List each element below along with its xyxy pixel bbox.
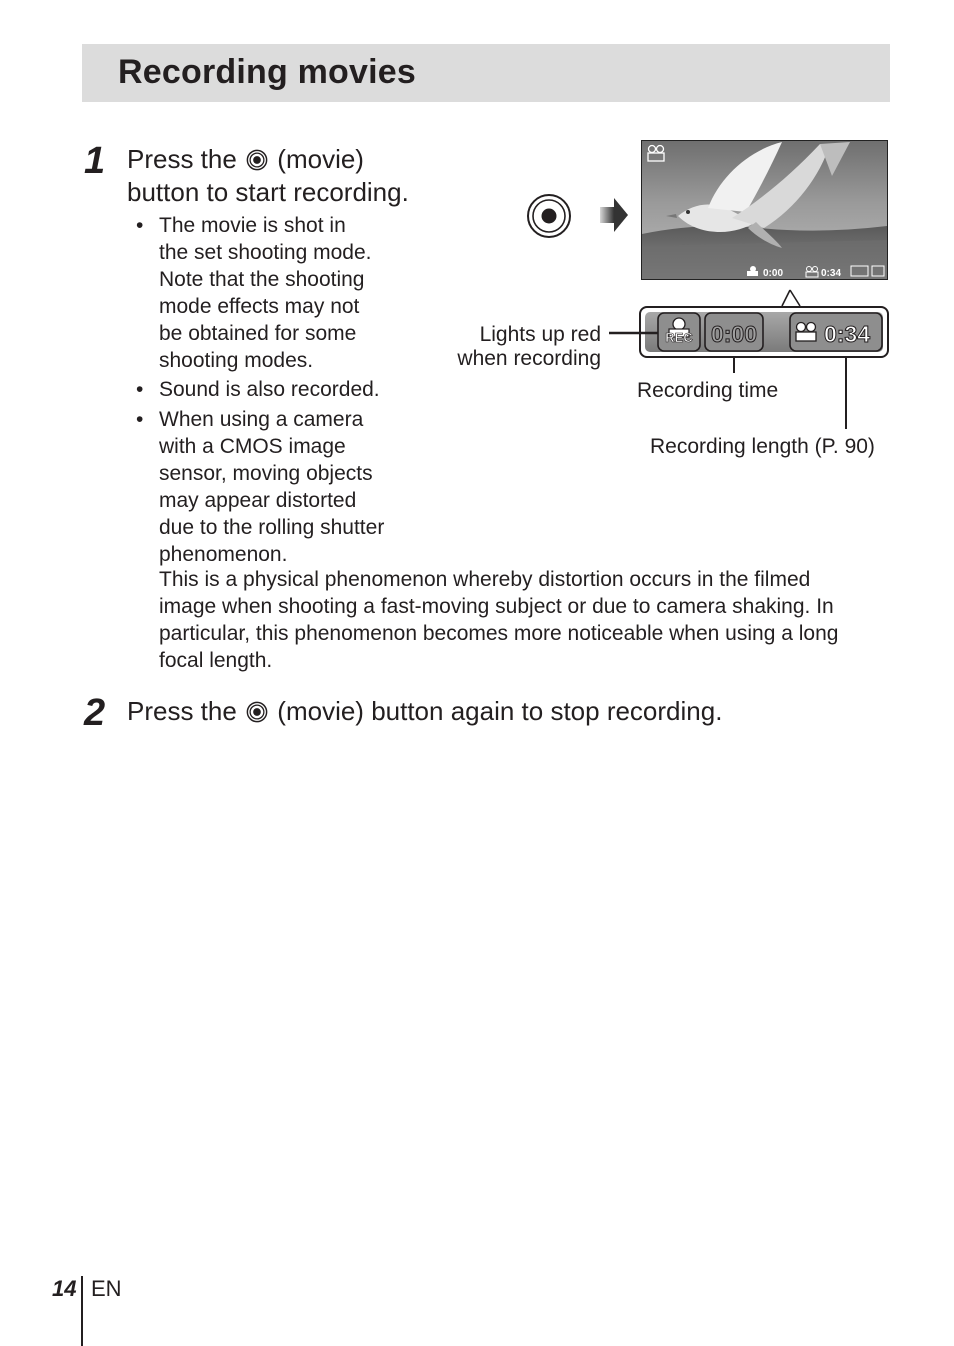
step2-heading-before: Press the xyxy=(127,696,237,726)
callout-recording-time: Recording time xyxy=(637,379,779,402)
bullet-item: • Sound is also recorded. xyxy=(136,376,436,403)
step2-heading-after: (movie) button again to stop recording. xyxy=(277,696,723,726)
step1-heading-line2: button to start recording. xyxy=(127,177,409,207)
step1-heading-before: Press the xyxy=(127,144,237,174)
rec-length: 0:34 xyxy=(824,321,871,347)
step-number-2: 2 xyxy=(84,692,106,734)
page-number: 14 xyxy=(52,1276,77,1301)
callout-recording-length: Recording length (P. 90) xyxy=(650,435,875,458)
rec-label: REC xyxy=(665,330,693,345)
arrow-right-icon xyxy=(600,198,628,232)
rolling-shutter-note: This is a physical phenomenon whereby distortion occurs in the filmed image when shooting a fast-moving subject or due to camera shaking. In particular, this phenomenon becomes more noticeable when using a long focal length. xyxy=(159,568,839,672)
step2-heading xyxy=(127,695,722,728)
rec-time: 0:00 xyxy=(710,321,758,347)
status-bar-enlarged xyxy=(640,307,888,357)
movie-button-icon xyxy=(246,701,268,723)
step-number-1: 1 xyxy=(84,140,106,182)
screen-length: 0:34 xyxy=(821,268,842,279)
bullet-item: • When using a camera with a CMOS image sensor, moving objects may appear distorted due to the rolling shutter phenomenon. xyxy=(136,406,436,568)
page-title: Recording movies xyxy=(118,53,416,91)
bullet-item: • The movie is shot in the set shooting mode. Note that the shooting mode effects may not be obtained for some shooting modes. xyxy=(136,212,436,374)
callout-lights-up: Lights up red when recording xyxy=(457,323,601,370)
step1-heading-after: (movie) xyxy=(277,144,364,174)
recording-figure xyxy=(520,136,900,466)
footer-divider xyxy=(81,1276,83,1346)
screen-rec-time: 0:00 xyxy=(763,268,784,279)
step1-heading xyxy=(127,143,409,209)
page-language: EN xyxy=(91,1276,122,1301)
movie-button-icon xyxy=(246,149,268,171)
movie-button-icon xyxy=(528,195,570,237)
camera-screen xyxy=(641,140,888,280)
step1-bullet-list xyxy=(136,212,436,568)
